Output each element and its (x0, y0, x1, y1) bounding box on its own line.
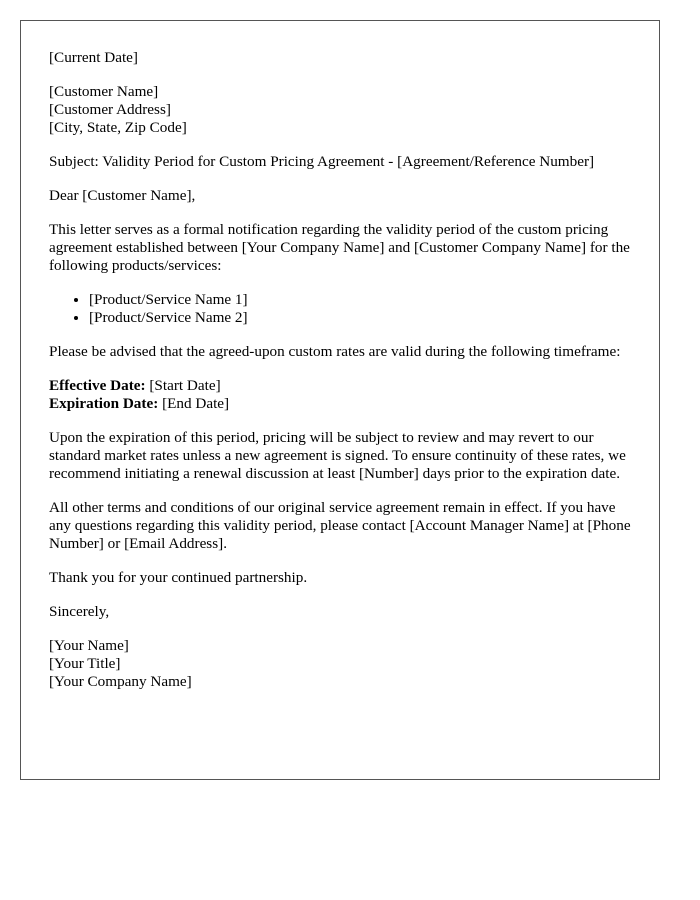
recipient-address: [Customer Address] (49, 101, 171, 118)
dates-block (49, 377, 631, 413)
effective-date-row (49, 377, 631, 395)
signature-name: [Your Name] (49, 637, 129, 654)
recipient-name: [Customer Name] (49, 83, 159, 100)
product-list-item: • [Product/Service Name 1] (89, 291, 631, 309)
advisory-paragraph: Please be advised that the agreed-upon custom rates are valid during the following timeframe: (49, 343, 621, 360)
signature-title: [Your Title] (49, 655, 121, 672)
letter-date: [Current Date] (49, 49, 138, 66)
recipient-city-state-zip: [City, State, Zip Code] (49, 119, 187, 136)
signature-block (49, 637, 631, 691)
expiration-date-value: [End Date] (162, 395, 230, 412)
intro-paragraph: This letter serves as a formal notification regarding the validity period of the custom pricing agreement established between [Your Company Name] and [Customer Company Name] for the following products/services: (49, 221, 630, 274)
product-list-item: • [Product/Service Name 2] (89, 309, 631, 327)
effective-date-value: [Start Date] (149, 377, 221, 394)
product-list (49, 291, 631, 327)
expiration-date-row (49, 395, 631, 413)
thanks-line: Thank you for your continued partnership. (49, 569, 308, 586)
subject-line: Subject: Validity Period for Custom Pricing Agreement - [Agreement/Reference Number] (49, 153, 595, 170)
signature-company: [Your Company Name] (49, 673, 192, 690)
letter-container (20, 20, 660, 780)
effective-date-label: Effective Date: (49, 377, 146, 394)
terms-paragraph: All other terms and conditions of our original service agreement remain in effect. If you have any questions regarding this validity period, please contact [Account Manager Name] at [Phone Number] or [Email Address]. (49, 499, 631, 552)
expiration-date-label: Expiration Date: (49, 395, 159, 412)
salutation: Dear [Customer Name], (49, 187, 196, 204)
expiration-paragraph: Upon the expiration of this period, pricing will be subject to review and may revert to our standard market rates unless a new agreement is signed. To ensure continuity of these rates, we recommend initiating a renewal discussion at least [Number] days prior to the expiration date. (49, 429, 626, 482)
closing-line: Sincerely, (49, 603, 110, 620)
recipient-block (49, 83, 631, 137)
